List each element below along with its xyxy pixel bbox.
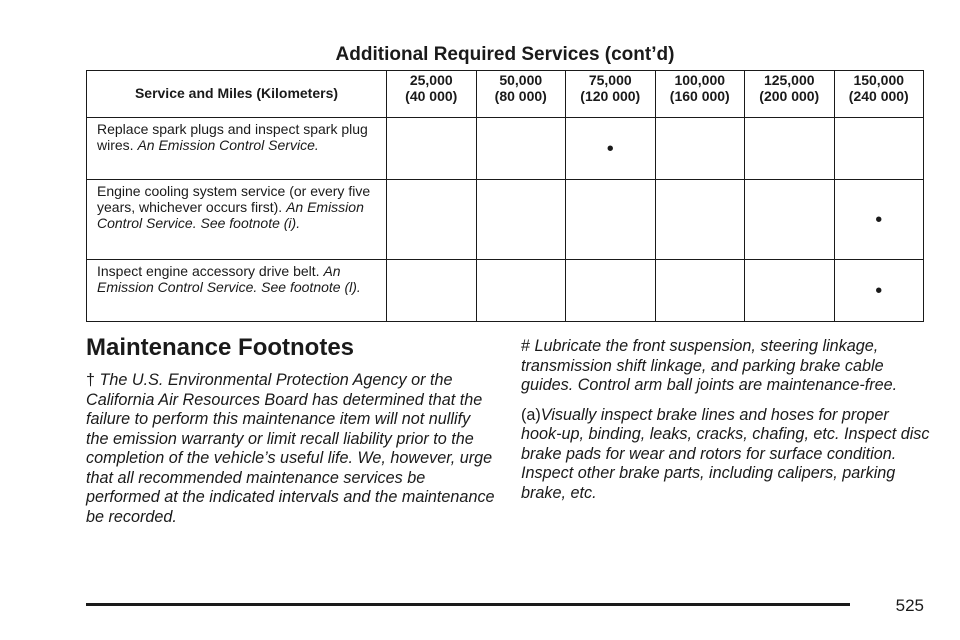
header-interval — [655, 71, 745, 118]
interval-km: (160 000) — [669, 88, 730, 104]
service-mark — [476, 118, 566, 180]
service-description — [87, 180, 387, 260]
footnote-symbol: (a) — [521, 405, 541, 424]
service-description — [87, 118, 387, 180]
table-row — [87, 180, 924, 260]
service-mark — [566, 180, 656, 260]
interval-km: (240 000) — [848, 88, 909, 104]
header-service-miles: Service and Miles (Kilometers) — [87, 71, 387, 118]
service-mark: • — [834, 260, 924, 322]
header-interval — [745, 71, 835, 118]
service-mark — [655, 118, 745, 180]
service-text: Engine cooling system service (or every five years, whichever occurs first). — [97, 183, 371, 215]
table-row — [87, 118, 924, 180]
interval-miles: 150,000 — [853, 72, 905, 88]
service-mark — [745, 260, 835, 322]
page-number: 525 — [895, 596, 924, 615]
footnote — [521, 406, 931, 504]
service-mark — [387, 260, 477, 322]
interval-miles: 75,000 — [588, 72, 632, 88]
interval-miles: 100,000 — [674, 72, 726, 88]
footer-rule — [86, 603, 850, 606]
service-mark: • — [566, 118, 656, 180]
service-mark — [745, 180, 835, 260]
footnotes-right-column — [521, 337, 931, 513]
header-interval — [566, 71, 656, 118]
interval-km: (80 000) — [494, 88, 547, 104]
service-mark — [476, 180, 566, 260]
header-interval — [387, 71, 477, 118]
header-interval — [476, 71, 566, 118]
interval-miles: 50,000 — [499, 72, 543, 88]
service-note: An Emission Control Service. See footnote (l). — [97, 263, 361, 295]
service-mark: • — [834, 180, 924, 260]
service-mark — [387, 180, 477, 260]
maintenance-schedule-table — [86, 70, 924, 322]
interval-miles: 25,000 — [409, 72, 453, 88]
interval-km: (200 000) — [759, 88, 820, 104]
service-mark — [745, 118, 835, 180]
interval-miles: 125,000 — [763, 72, 815, 88]
table-row — [87, 260, 924, 322]
service-mark — [655, 180, 745, 260]
table-header-row — [87, 71, 924, 118]
service-mark — [834, 118, 924, 180]
service-description — [87, 260, 387, 322]
interval-km: (120 000) — [580, 88, 641, 104]
interval-km: (40 000) — [405, 88, 458, 104]
footnote-symbol: # — [521, 337, 531, 355]
footnote-text: Lubricate the front suspension, steering linkage, transmission shift linkage, and parking brake cable guides. Control arm ball joints are maintenance-free. — [521, 337, 898, 394]
table-title: Additional Required Services (cont’d) — [335, 44, 675, 65]
footnotes-heading: Maintenance Footnotes — [86, 334, 355, 361]
header-interval — [834, 71, 924, 118]
footnote-symbol: † — [86, 371, 96, 389]
footnote-text: Visually inspect brake lines and hoses for proper hook-up, binding, leaks, cracks, chafing, etc. Inspect disc brake pads for wear and rotors for surface condition. Inspect other brake parts, including calipers, parking brake, etc. — [521, 405, 930, 502]
service-text: Replace spark plugs and inspect spark plug wires. — [97, 121, 368, 153]
footnotes-left-column — [86, 371, 496, 537]
service-note: An Emission Control Service. — [137, 137, 319, 153]
footnote-text: The U.S. Environmental Protection Agency or the California Air Resources Board has determined that the failure to perform this maintenance item will not nullify the emission warranty or limit recall liability prior to the completion of the vehicle’s useful life. We, however, urge that all recommended maintenance services be performed at the indicated intervals and the maintenance be recorded. — [86, 371, 495, 526]
service-mark — [655, 260, 745, 322]
service-note: An Emission Control Service. See footnote (i). — [97, 199, 364, 231]
footnote — [86, 371, 496, 527]
footnote — [521, 337, 931, 396]
service-mark — [387, 118, 477, 180]
service-mark — [566, 260, 656, 322]
service-text: Inspect engine accessory drive belt. — [97, 263, 320, 279]
service-mark — [476, 260, 566, 322]
